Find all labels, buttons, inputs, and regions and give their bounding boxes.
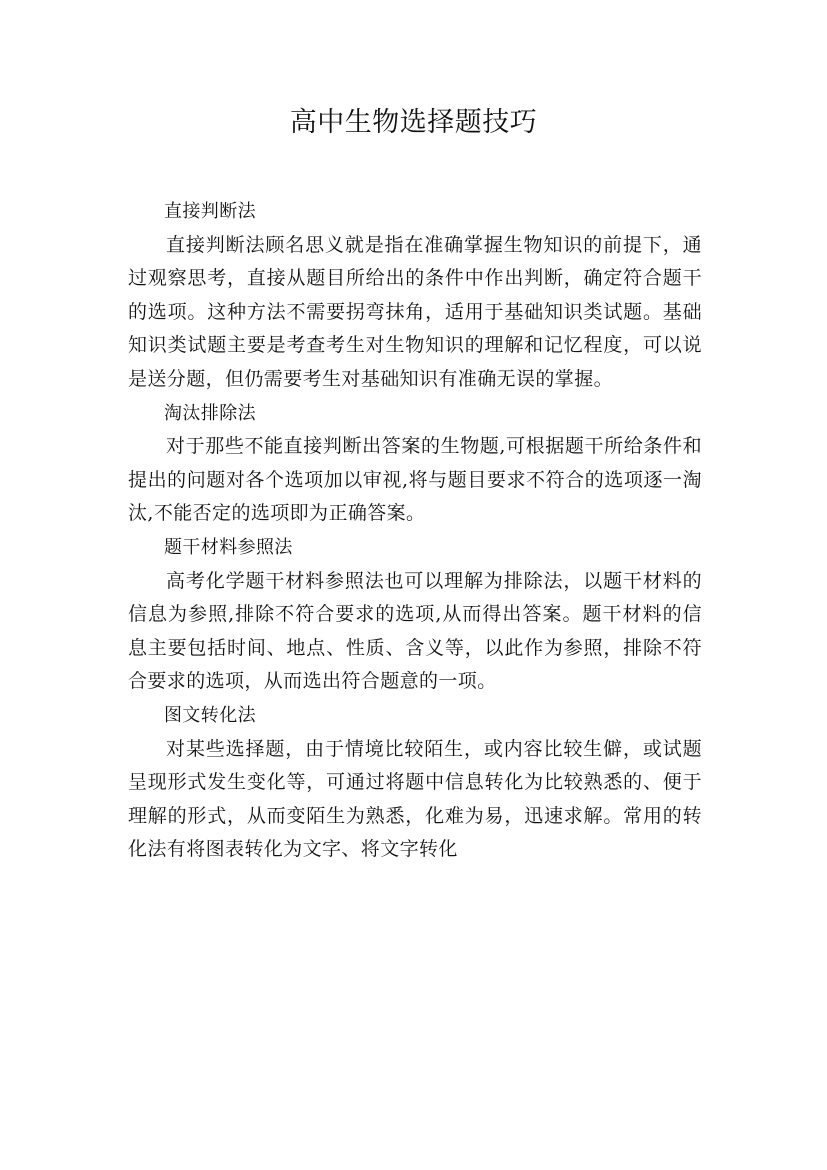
section-heading: 直接判断法 (164, 201, 256, 222)
section-heading: 淘汰排除法 (164, 402, 256, 424)
section-elimination (128, 397, 702, 531)
section-heading: 题干材料参照法 (164, 536, 293, 558)
document-body (128, 195, 702, 867)
section-paragraph: 对于那些不能直接判断出答案的生物题,可根据题干所给条件和提出的问题对各个选项加以审视,将与题目要求不符合的选项逐一淘汰,不能否定的选项即为正确答案。 (128, 435, 702, 525)
section-paragraph: 直接判断法顾名思义就是指在准确掌握生物知识的前提下，通过观察思考，直接从题目所给出的条件中作出判断，确定符合题干的选项。这种方法不需要拐弯抹角，适用于基础知识类试题。基础知识类试题主要是考查考生对生物知识的理解和记忆程度，可以说是送分题，但仍需要考生对基础知识有准确无误的掌握。 (128, 233, 702, 390)
section-heading: 图文转化法 (164, 704, 256, 726)
section-material-reference (128, 531, 702, 699)
document-title: 高中生物选择题技巧 (289, 107, 538, 138)
section-direct-judgment (128, 195, 702, 397)
section-paragraph: 高考化学题干材料参照法也可以理解为排除法，以题干材料的信息为参照,排除不符合要求的选项,从而得出答案。题干材料的信息主要包括时间、地点、性质、含义等，以此作为参照，排除不符合要求的选项，从而选出符合题意的一项。 (128, 569, 702, 693)
section-graphic-conversion (128, 699, 702, 867)
section-paragraph: 对某些选择题，由于情境比较陌生，或内容比较生僻，或试题呈现形式发生变化等，可通过将题中信息转化为比较熟悉的、便于理解的形式，从而变陌生为熟悉，化难为易，迅速求解。常用的转化法有将图表转化为文字、将文字转化 (128, 737, 702, 861)
